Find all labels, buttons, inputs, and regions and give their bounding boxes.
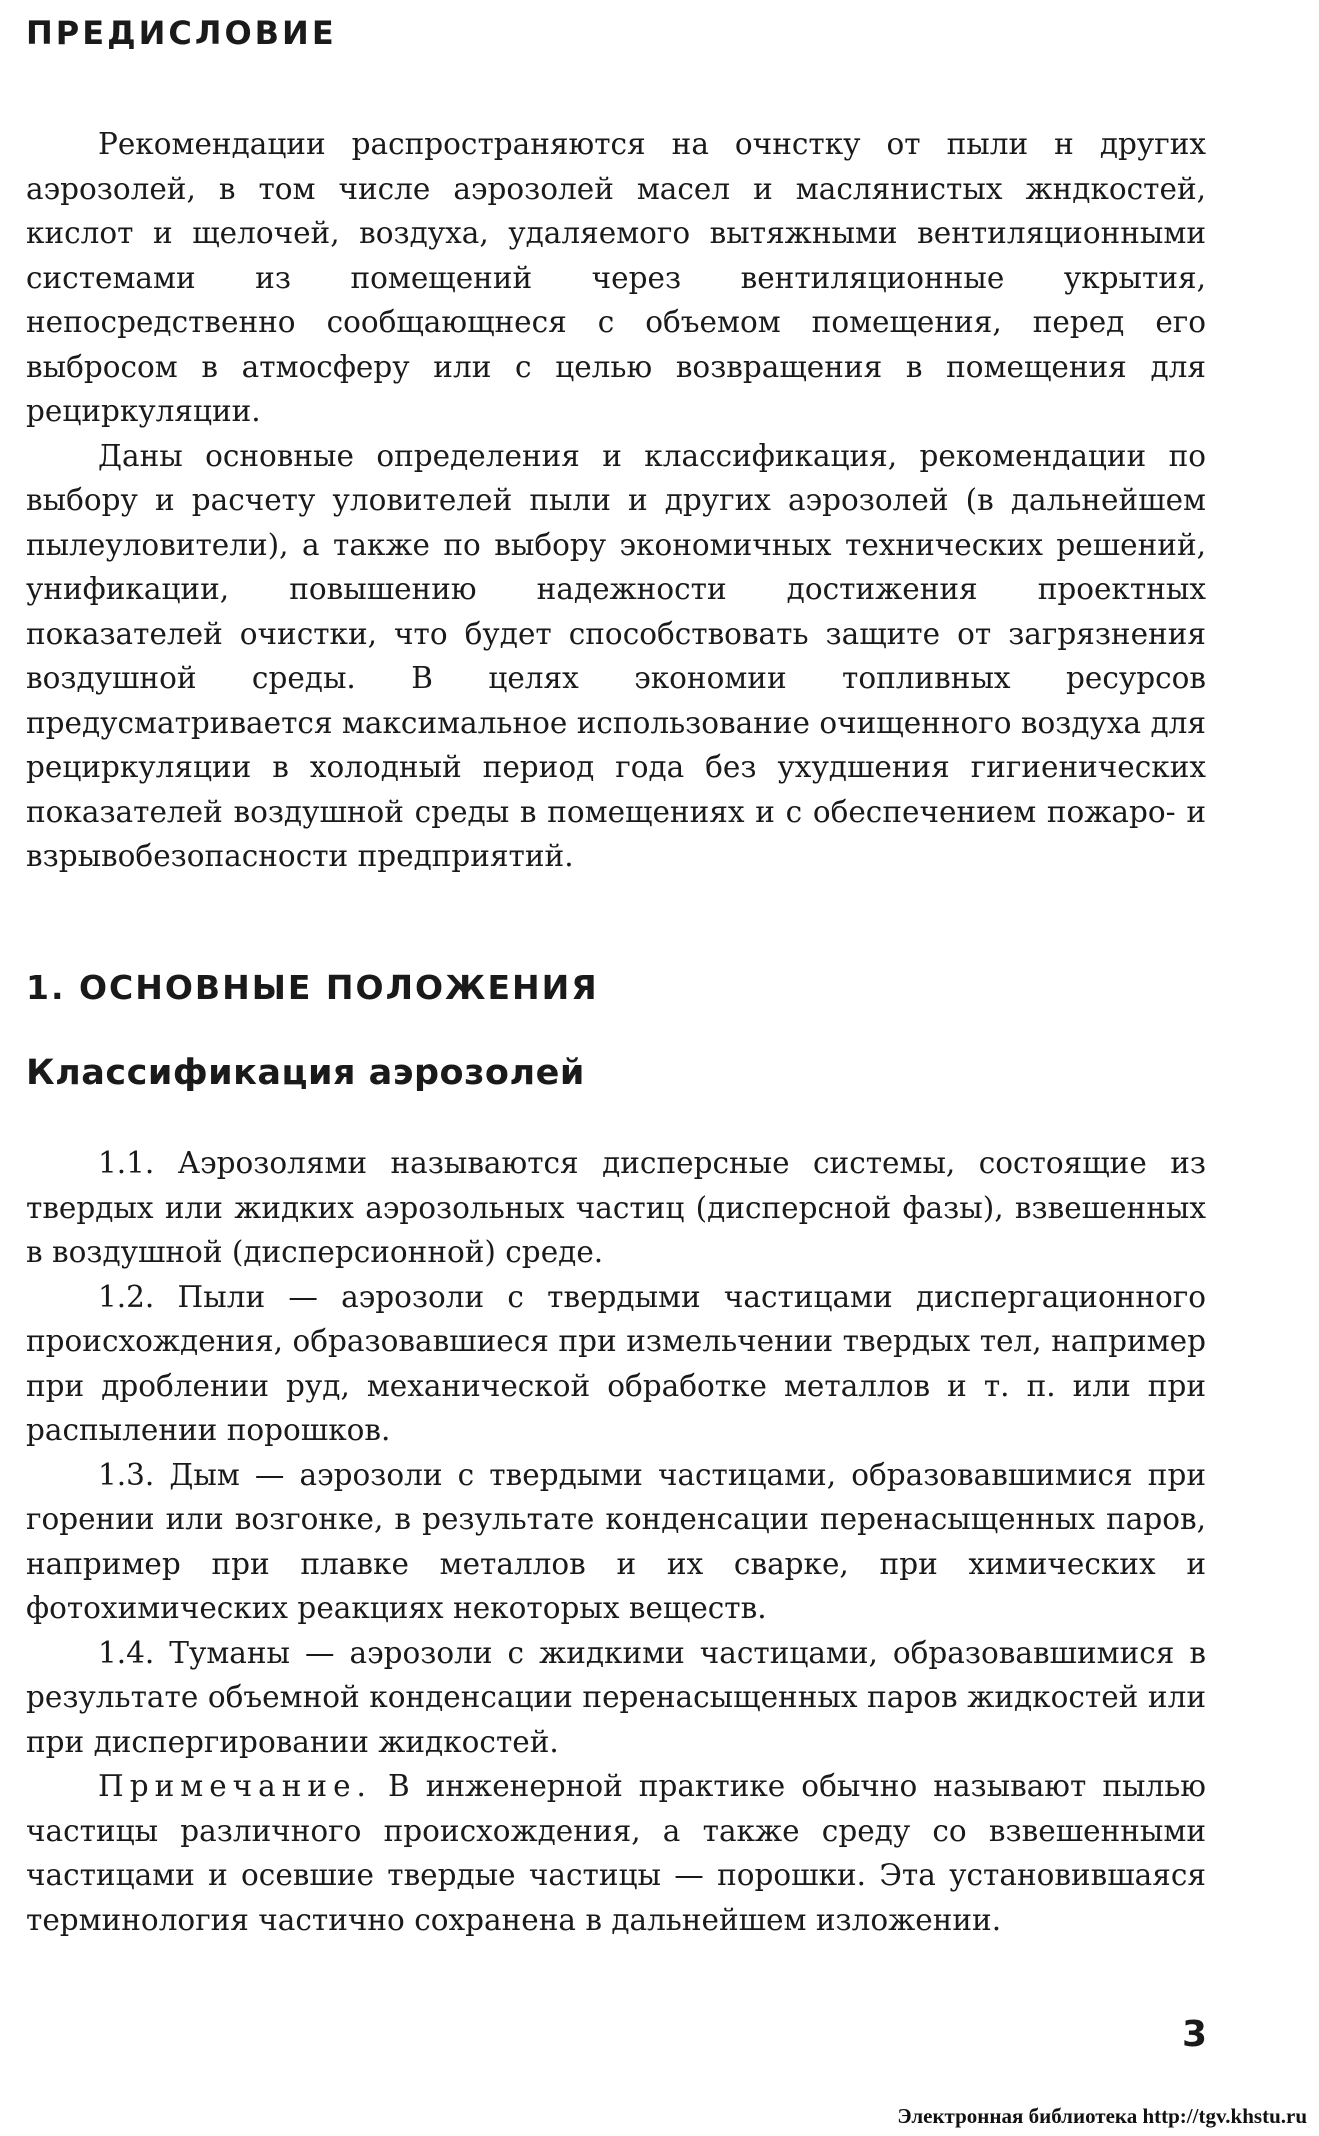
section-heading: 1. ОСНОВНЫЕ ПОЛОЖЕНИЯ bbox=[26, 968, 599, 1007]
preface-heading: ПРЕДИСЛОВИЕ bbox=[26, 14, 337, 52]
preface-paragraph: Рекомендации распространяются на очнстку от пыли н других аэрозолей, в том числе аэрозолей масел и маслянистых жндкостей, кислот и щелочей, воздуха, удаляемого вытяжными вентиляционными системами из помещений через вентиляционные укрытия, непосредственно сообщающнеся с объемом помещения, перед его выбросом в атмосферу или с целью возвращения в помещения для рециркуляции. bbox=[26, 127, 1206, 428]
note-paragraph bbox=[26, 1764, 1206, 1942]
definition-paragraph: 1.4. Туманы — аэрозоли с жидкими частицами, образовавшимися в результате объемной конденсации перенасыщенных паров жидкостей или при диспергировании жидкостей. bbox=[26, 1635, 1206, 1759]
definition-paragraph: 1.1. Аэрозолями называются дисперсные системы, состоящие из твердых или жидких аэрозольных частиц (дисперсной фазы), взвешенных в воздушной (дисперсионной) среде. bbox=[26, 1146, 1206, 1269]
section-body bbox=[26, 1141, 1206, 1942]
definition-paragraph: 1.3. Дым — аэрозоли с твердыми частицами, образовавшимися при горении или возгонке, в результате конденсации перенасыщенных паров, например при плавке металлов и их сварке, при химических и фотохимических реакциях некоторых веществ. bbox=[26, 1457, 1206, 1625]
note-text: В инженерной практике обычно называют пылью частицы различного происхождения, а также среду со взвешенными частицами и осевшие твердые частицы — порошки. Эта установившаяся терминология частично сохранена в дальнейшем изложении. bbox=[26, 1769, 1206, 1937]
subsection-heading: Классификация аэрозолей bbox=[26, 1053, 585, 1093]
definition-paragraph: 1.2. Пыли — аэрозоли с твердыми частицами диспергационного происхождения, образовавшиеся при измельчении твердых тел, например при дроблении руд, механической обработке металлов и т. п. или при распылении порошков. bbox=[26, 1279, 1206, 1447]
library-footer: Электронная библиотека http://tgv.khstu.ru bbox=[897, 2104, 1307, 2128]
note-label: Примечание. bbox=[98, 1769, 372, 1803]
page-number: 3 bbox=[1181, 2014, 1207, 2055]
preface-paragraph: Даны основные определения и классификация, рекомендации по выбору и расчету уловителей пыли и других аэрозолей (в дальнейшем пылеуловители), а также по выбору экономичных технических решений, унификации, повышению надежности достижения проектных показателей очистки, что будет способствовать защите от загрязнения воздушной среды. В целях экономии топливных ресурсов предусматривается максимальное использование очищенного воздуха для рециркуляции в холодный период года без ухудшения гигиенических показателей воздушной среды в помещениях и с обеспечением пожаро- и взрывобезопасности предприятий. bbox=[26, 438, 1206, 873]
preface-body bbox=[26, 122, 1206, 879]
